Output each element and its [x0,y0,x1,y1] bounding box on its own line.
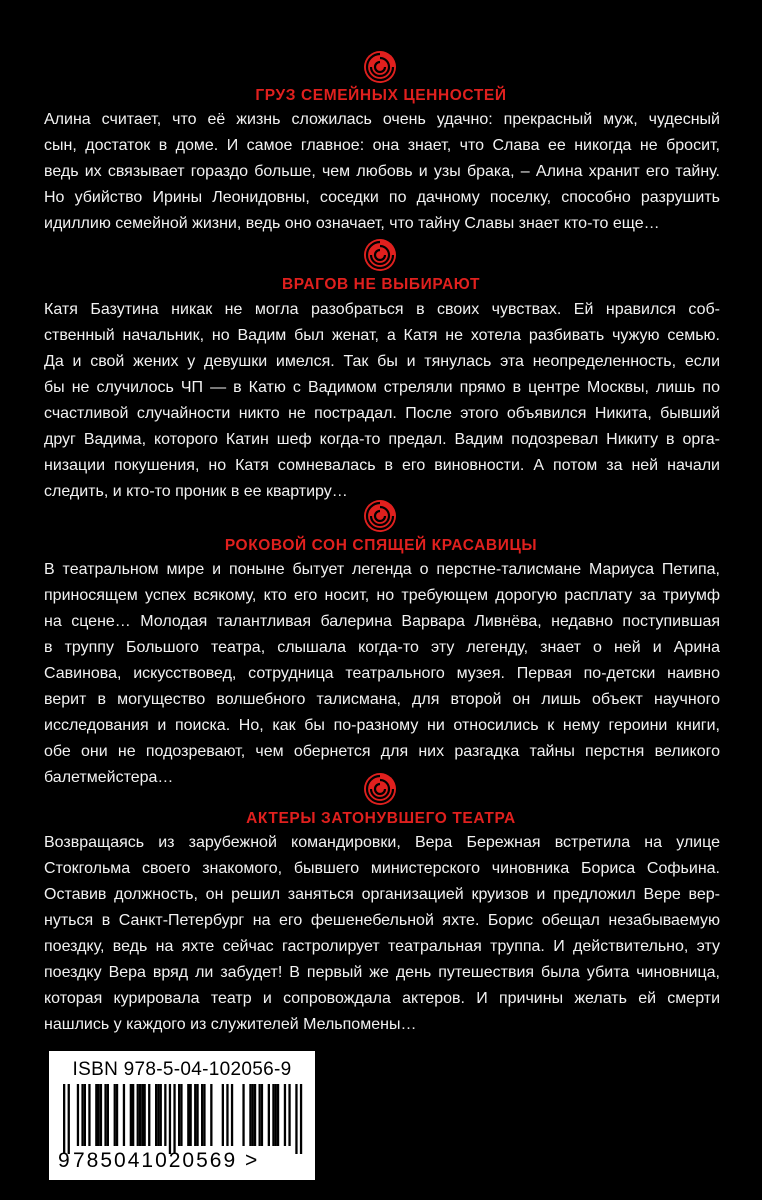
barcode-bars [59,1084,305,1156]
barcode-bar [210,1084,212,1146]
barcode-bar [249,1084,251,1146]
barcode-bar [254,1084,256,1146]
barcode-bar [104,1084,106,1146]
barcode-bar [178,1084,180,1146]
barcode-bar [132,1084,134,1146]
text-line: которая курировала театр и сопровождала актеров. И причины желать ей смерти [44,990,720,1007]
text-line: Алина считает, что её жизнь сложилась очень удачно: прекрасный муж, чудесный [44,111,720,128]
barcode-lead-digit: 9 [58,1149,70,1172]
text-line: балетмейстера… [44,769,174,786]
barcode-bar [157,1084,159,1146]
barcode-bar [284,1084,286,1146]
barcode-bar [222,1084,224,1146]
text-line: в труппу Большого театра, слышала когда-то эту легенду, знает о ней и Арина [44,639,720,656]
spiral-emblem-icon [363,772,397,806]
text-line: приносящем успех всякому, кто его носит, но требующем дорогую расплату за триумф [44,587,720,604]
text-line: Но убийство Ирины Леонидовны, соседки по дачному поселку, способно разрушить [44,189,720,206]
section-body [44,297,720,505]
section-body [44,557,720,791]
text-line: бы не случилось ЧП — в Катю с Вадимом стреляли прямо в центре Москвы, лишь по [44,379,720,396]
text-line: следить, и кто-то проник в ее квартиру… [44,483,348,500]
text-line: нашлись у каждого из служителей Мельпомены… [44,1016,417,1033]
text-line: счастливой случайности никто не пострадал. После этого объявился Никита, бывший [44,405,720,422]
barcode-digits [73,1149,313,1173]
barcode-bar [261,1084,263,1146]
section-title: ВРАГОВ НЕ ВЫБИРАЮТ [281,276,481,293]
barcode-bar [242,1084,244,1146]
barcode-bar [196,1084,198,1146]
barcode-bar [272,1084,274,1146]
barcode-bar [187,1084,189,1146]
text-line: Савинова, искусствовед, сотрудница театрального музея. Первая по-детски наивно [44,665,720,682]
barcode-bar [141,1084,143,1146]
text-line: ственный начальник, но Вадим был женат, а Катя не хотела разбивать чужую семью. [44,327,720,344]
barcode-bar [155,1084,157,1146]
text-line: сын, достаток в доме. И самое главное: она знает, что Слава ее никогда не бросит, [44,137,720,154]
barcode-bar [300,1084,302,1154]
barcode-digit-string: 785041020569 [73,1149,238,1172]
text-line: ведь их связывает гораздо больше, чем любовь и узы брака, – Алина хранит его тайну. [44,163,720,180]
section-body [44,830,720,1038]
barcode-bar [203,1084,205,1146]
text-line: на сцене… Молодая талантливая балерина Варвара Ливнёва, недавно поступившая [44,613,720,630]
barcode-bar [288,1084,290,1146]
barcode-bar [100,1084,102,1146]
text-line: поездку Вера вряд ли забудет! В первый же день путешествия была убита чиновница, [44,964,720,981]
barcode-bar [160,1084,162,1146]
barcode-bar [180,1084,182,1146]
spiral-emblem-icon [363,50,397,84]
barcode-bar [130,1084,132,1146]
barcode-bar [68,1084,70,1154]
barcode-bar [84,1084,86,1146]
isbn-label: ISBN 978-5-04-102056-9 [72,1059,292,1080]
barcode-bar [88,1084,90,1146]
barcode-bar [98,1084,100,1146]
text-line: верит в могущество волшебного талисмана, для второй он лишь объект научного [44,691,720,708]
barcode-bar [201,1084,203,1146]
barcode-bar [144,1084,146,1146]
barcode-bar [148,1084,150,1146]
barcode-bar [295,1084,297,1154]
barcode-bar [116,1084,118,1146]
barcode-bar [123,1084,125,1146]
barcode-bar [164,1084,166,1146]
section-body [44,107,720,237]
isbn-barcode [49,1051,315,1180]
text-line: Стокгольма своего знакомого, бывшего министерского чиновника Бориса Софьина. [44,860,720,877]
barcode-bar [81,1084,83,1146]
text-line: друг Вадима, которого Катин шеф когда-то предал. Вадим подозревал Никиту в орга- [44,431,720,448]
section-title: РОКОВОЙ СОН СПЯЩЕЙ КРАСАВИЦЫ [224,537,538,554]
barcode-bar [268,1084,270,1146]
text-line: нуться в Санкт-Петербург на его фешенебельной яхте. Борис обещал незабываемую [44,912,720,929]
text-line: идиллию семейной жизни, ведь оно означает, что тайну Славы знает кто-то еще… [44,215,660,232]
text-line: Катя Базутина никак не могла разобраться в своих чувствах. Ей нравился соб- [44,301,720,318]
barcode-bar [139,1084,141,1146]
barcode-bar [137,1084,139,1146]
spiral-emblem-icon [363,499,397,533]
barcode-bar [95,1084,97,1146]
barcode-bar [226,1084,228,1146]
barcode-bar [114,1084,116,1146]
text-line: Да и свой жених у девушки имелся. Так бы и тянулась эта неопределенность, если [44,353,720,370]
spiral-emblem-icon [363,238,397,272]
barcode-quiet-zone-mark: > [245,1149,260,1172]
barcode-bar [194,1084,196,1146]
text-line: В театральном мире и поныне бытует легенда о перстне-талисмане Мариуса Петипа, [44,561,720,578]
barcode-bar [169,1084,171,1154]
text-line: исследования и поиска. Но, как бы по-разному ни относились к нему героини книги, [44,717,720,734]
text-line: поездку, ведь на яхте сейчас гастролирует театральная труппа. И действительно, эту [44,938,720,955]
barcode-bar [259,1084,261,1146]
text-line: Возвращаясь из зарубежной командировки, Вера Бережная встретила на улице [44,834,720,851]
barcode-bar [77,1084,79,1146]
barcode-bar [252,1084,254,1146]
section-title: ГРУЗ СЕМЕЙНЫХ ЦЕННОСТЕЙ [255,87,507,104]
barcode-bar [231,1084,233,1146]
barcode-bar [107,1084,109,1146]
barcode-bar [173,1084,175,1154]
barcode-bar [277,1084,279,1146]
barcode-bar [63,1084,65,1154]
barcode-bar [190,1084,192,1146]
text-line: низации покушения, но Катя сомневалась в его виновности. А потом за ней начали [44,457,720,474]
text-line: обе они не подозревают, чем обернется для них разгадка тайны перстня великого [44,743,720,760]
section-title: АКТЕРЫ ЗАТОНУВШЕГО ТЕАТРА [246,810,516,827]
text-line: Оставив должность, он решил заняться организацией круизов и предложил Вере вер- [44,886,720,903]
barcode-bar [275,1084,277,1146]
